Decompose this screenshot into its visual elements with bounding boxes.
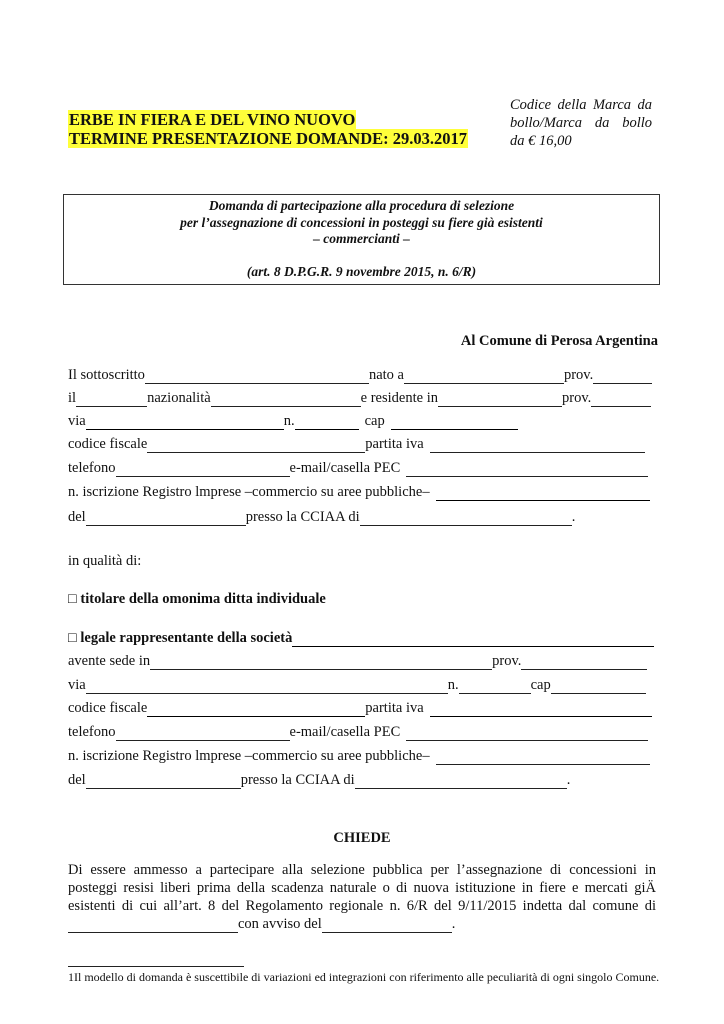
phone-field[interactable] <box>116 461 290 477</box>
company-fiscal-code-field[interactable] <box>147 701 365 717</box>
row-birthdate: il nazionalità e residente in prov. <box>68 390 651 410</box>
name-field[interactable] <box>145 368 369 384</box>
birthplace-field[interactable] <box>404 368 564 384</box>
row-company-fiscal: codice fiscale partita iva <box>68 700 652 720</box>
row-registry-date: del presso la CCIAA di . <box>68 509 576 525</box>
email-field[interactable] <box>406 461 648 477</box>
registry-date-field[interactable] <box>86 510 246 526</box>
row-contacts: telefono e-mail/casella PEC <box>68 460 648 480</box>
request-paragraph: Di essere ammesso a partecipare alla selezione pubblica per l’assegnazione di concessioni in posteggi resisi liberi prima della scadenza naturale o di nuova istituzione in fiere e mercati giÄ esistenti di cui all’art. 8 del Regolamento regionale n. 6/R del 9/11/2015 indetta dal comune di con avviso del . <box>68 862 656 932</box>
company-postal-code-field[interactable] <box>551 678 646 694</box>
company-province-field[interactable] <box>521 654 647 670</box>
company-phone-field[interactable] <box>116 725 290 741</box>
option-titolare[interactable] <box>68 591 326 611</box>
legale-checkbox[interactable]: □ legale rappresentante della società <box>68 630 293 646</box>
row-company-contacts: telefono e-mail/casella PEC <box>68 724 648 744</box>
comune-field[interactable] <box>68 918 238 933</box>
company-registry-date-field[interactable] <box>86 773 241 789</box>
row-company-seat: avente sede in prov. <box>68 653 647 673</box>
company-email-field[interactable] <box>406 725 648 741</box>
row-fiscal: codice fiscale partita iva <box>68 436 645 456</box>
box-line-2: per l’assegnazione di concessioni in posteggi su fiere già esistenti <box>180 214 543 230</box>
notice-date-field[interactable] <box>322 918 452 933</box>
box-line-4: (art. 8 D.P.G.R. 9 novembre 2015, n. 6/R) <box>246 264 477 279</box>
title-line-1: ERBE IN FIERA E DEL VINO NUOVO <box>69 110 356 129</box>
form-title-box <box>63 194 660 285</box>
cciaa-field[interactable] <box>360 510 572 526</box>
box-line-1: Domanda di partecipazione alla procedura di selezione <box>208 198 515 213</box>
row-name: Il sottoscritto nato a prov. <box>68 367 652 387</box>
row-address: via n. cap <box>68 413 518 433</box>
birth-province-field[interactable] <box>593 368 652 384</box>
company-registry-number-field[interactable] <box>436 749 650 765</box>
company-street-field[interactable] <box>86 678 448 694</box>
row-company-registry-date: del presso la CCIAA di . <box>68 772 571 788</box>
street-number-field[interactable] <box>295 414 359 430</box>
box-line-3: – commercianti – <box>313 231 410 246</box>
street-field[interactable] <box>86 414 284 430</box>
qualita-label: in qualità di: <box>68 553 142 569</box>
footnote: 1Il modello di domanda è suscettibile di variazioni ed integrazioni con riferimento alle peculiarità di ogni singolo Comune. <box>68 970 660 984</box>
registry-number-field[interactable] <box>436 485 650 501</box>
company-name-field[interactable] <box>292 631 654 647</box>
company-vat-field[interactable] <box>430 701 652 717</box>
recipient: Al Comune di Perosa Argentina <box>460 333 658 349</box>
stamp-note: Codice della Marca da bollo/Marca da bollo da € 16,00 <box>510 97 652 149</box>
postal-code-field[interactable] <box>391 414 518 430</box>
title-line-2: TERMINE PRESENTAZIONE DOMANDE: 29.03.2017 <box>69 129 468 148</box>
residence-province-field[interactable] <box>591 391 651 407</box>
company-seat-field[interactable] <box>150 654 492 670</box>
footnote-divider <box>68 966 244 967</box>
company-street-number-field[interactable] <box>459 678 531 694</box>
row-registry: n. iscrizione Registro lmprese –commercio su aree pubbliche– <box>68 484 650 504</box>
birthdate-field[interactable] <box>76 391 147 407</box>
company-cciaa-field[interactable] <box>355 773 567 789</box>
titolare-checkbox[interactable]: □ titolare della omonima ditta individuale <box>68 591 326 607</box>
option-legale <box>68 630 654 650</box>
row-company-registry: n. iscrizione Registro lmprese –commercio su aree pubbliche– <box>68 748 650 768</box>
nationality-field[interactable] <box>211 391 361 407</box>
fiscal-code-field[interactable] <box>147 437 365 453</box>
row-company-address: via n. cap <box>68 677 646 697</box>
vat-field[interactable] <box>430 437 645 453</box>
residence-field[interactable] <box>438 391 562 407</box>
chiede-heading: CHIEDE <box>333 830 391 846</box>
